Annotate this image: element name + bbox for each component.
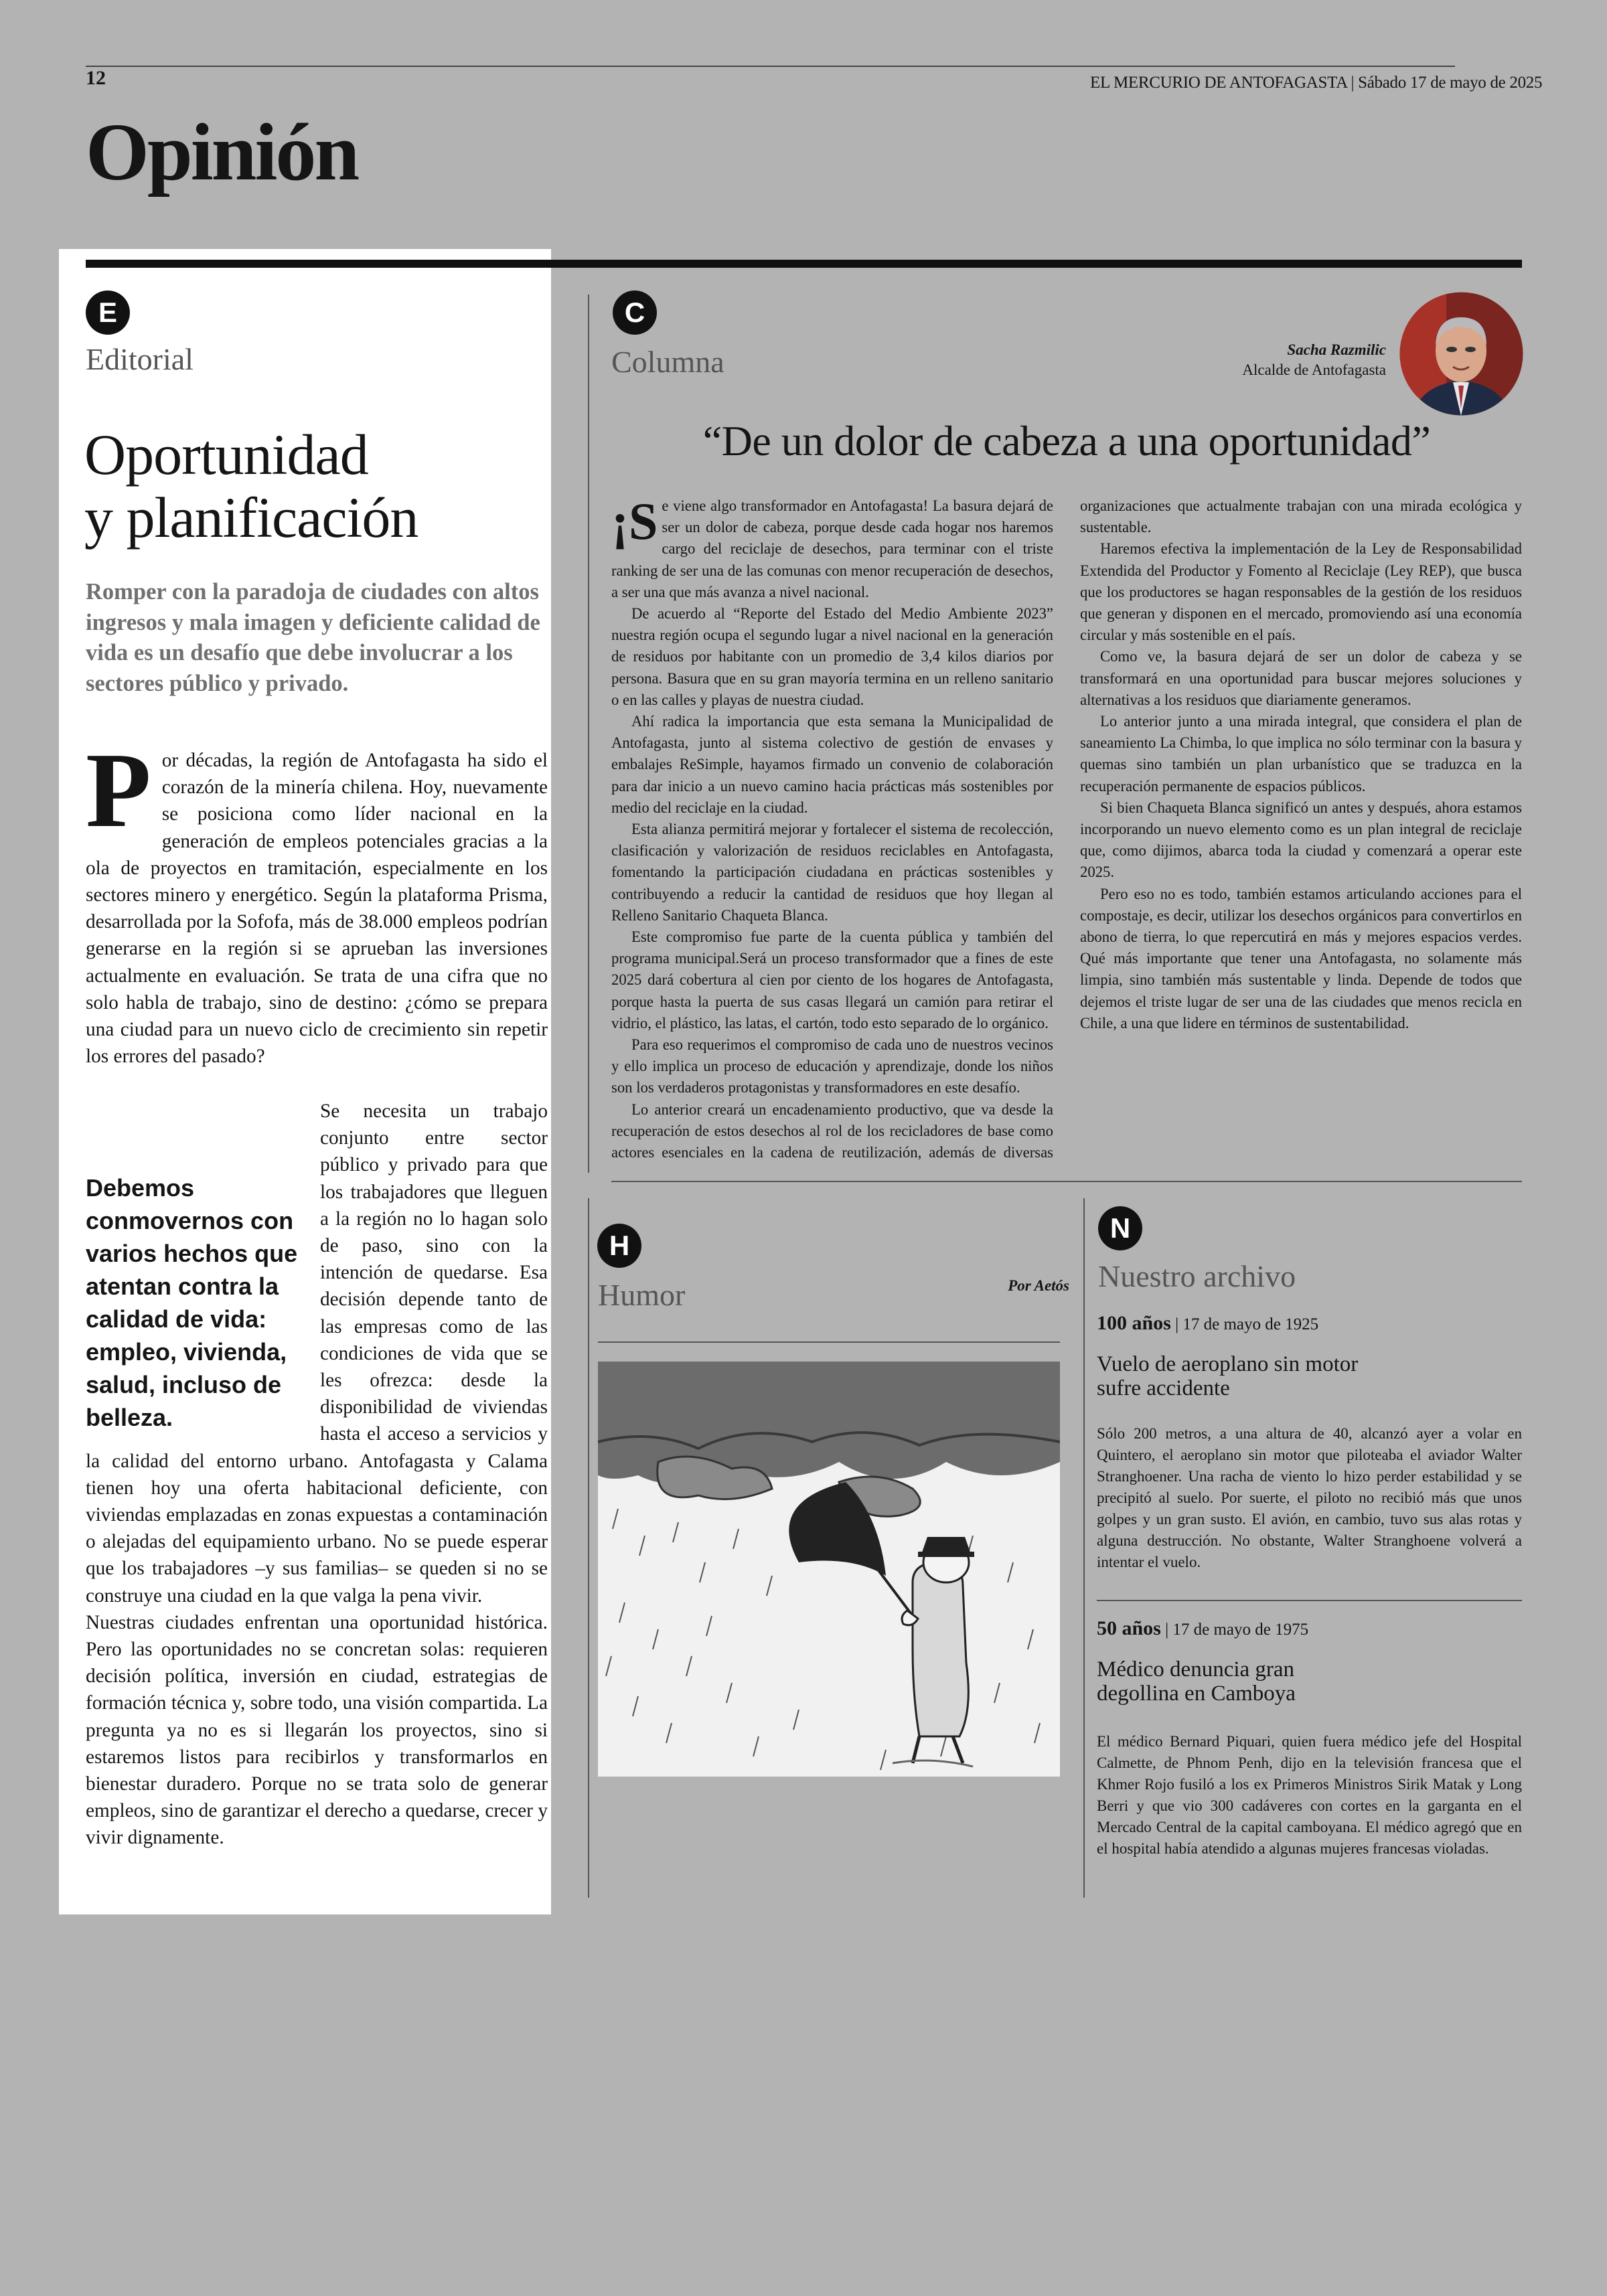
column-paragraph: Haremos efectiva la implementación de la Ley de Responsabilidad Extendida del Productor y Fomento al Reciclaje (Ley REP), que busca que los productores se hagan responsables de la gestión de los residuos que generan y disponen en el mercado, promoviendo así una economía circular y más sostenible en el país.: [1080, 540, 1522, 644]
archive-kicker: Nuestro archivo: [1098, 1259, 1296, 1293]
archive-rule: [1097, 1600, 1522, 1601]
archive-item-meta: [1097, 1312, 1522, 1335]
editorial-paragraph: Se necesita un trabajo conjunto entre sector público y privado para que los trabajadores que lleguen a la región no lo hagan solo de paso, sino con la intención de quedarse. Esa decisión depende tanto de las empresas como de las condiciones de vida que se les ofrezca: desde la disponibilidad de viviendas hasta el acceso a servicios y la calidad del entorno urbano. Antofagasta y Calama tienen hoy una oferta habitacional deficiente, con viviendas emplazadas en zonas expuestas a contaminación o alejadas del equipamiento urbano. No se puede esperar que los trabajadores –y sus familias– se queden si no se construye una ciudad en la que valga la pena vivir.: [86, 1100, 548, 1607]
column-paragraph: Para eso requerimos el compromiso de cada uno de nuestros vecinos y ello implica un proceso de educación y aprendizaje, donde los niños son los verdaderos protagonistas y transformadores en este desafío.: [611, 1036, 1053, 1096]
editorial-body-bottom: [86, 1098, 548, 1908]
archive-item: [1097, 1617, 1522, 1860]
humor-rule: [598, 1341, 1060, 1343]
masthead: EL MERCURIO DE ANTOFAGASTA | Sábado 17 de mayo de 2025: [1090, 74, 1543, 92]
editorial-title: [84, 423, 418, 549]
archive-date: | 17 de mayo de 1925: [1175, 1315, 1319, 1333]
page-number: 12: [86, 67, 106, 89]
editorial-pullquote: Debemos conmovernos con varios hechos que atentan contra la calidad de vida: empleo, vivienda, salud, incluso de belleza.: [86, 1174, 298, 1431]
editorial-kicker: Editorial: [86, 342, 194, 376]
editorial-body-top: [86, 730, 548, 1070]
column-paragraph: Pero eso no es todo, también estamos articulando acciones para el compostaje, es decir, utilizar los desechos orgánicos para convertirlos en abono de tierra, lo que repercutirá en más y mejores espacios verdes. Qué más importante que tener una Antofagasta, no solamente más limpia, sino también más sustentable y linda. Depende de todos que dejemos el triste lugar de ser una de las ciudades que menos recicla en Chile, a una que lidere en términos de sustentabilidad.: [1080, 885, 1522, 1032]
author-photo: [1399, 292, 1523, 416]
archive-divider: [1083, 1198, 1085, 1898]
cartoon-image: [598, 1362, 1060, 1777]
editorial-badge: E: [86, 291, 130, 335]
column-dropcap: ¡S: [611, 492, 658, 550]
column-paragraph: Lo anterior creará un encadenamiento productivo, que va desde la recuperación de estos desechos al rol de los recicladores de base como actores esenciales en la cadena de reutilización, además de diversas organizaciones que actualmente trabajan con una mirada ecológica y sustentable.: [611, 497, 1522, 1161]
humor-left-divider: [588, 1198, 589, 1898]
archive-text: Sólo 200 metros, a una altura de 40, alcanzó ayer a volar en Quintero, el aeroplano sin motor que piloteaba el aviador Walter Stranghoener. Una racha de viento lo hizo perder estabilidad y se precipitó al suelo. Por suerte, el piloto no recibió más que unos golpes y un gran susto. El avión, en cambio, tuvo sus alas rotas y alguna destrucción. No obstante, Walter Stranghoene volverá a intentar el vuelo.: [1097, 1425, 1522, 1570]
editorial-paragraph: or décadas, la región de Antofagasta ha sido el corazón de la minería chilena. Hoy, nuevamente se posiciona como líder nacional en la generación de empleos potenciales gracias a la ola de proyectos en tramitación, especialmente en los sectores minero y energético. Según la plataforma Prisma, desarrollada por la Sofofa, más de 38.000 empleos podrían generarse en la región si se aprueban las inversiones actualmente en evaluación. Se trata de una cifra que no solo habla de trabajo, sino de destino: ¿cómo se prepara una ciudad para un nuevo ciclo de crecimiento sin repetir los errores del pasado?: [86, 750, 548, 1068]
column-paragraph: Como ve, la basura dejará de ser un dolor de cabeza y se transformará en una oportunidad para buscar mejores soluciones y alternativas a los residuos que diariamente generamos.: [1080, 648, 1522, 708]
archive-headline: Vuelo de aeroplano sin motor sufre accidente: [1097, 1352, 1359, 1400]
author-name: Sacha Razmilic: [1287, 341, 1386, 358]
column-paragraph: Ahí radica la importancia que esta semana la Municipalidad de Antofagasta, junto al sistema colectivo de gestión de envases y embalajes ReSimple, hayamos firmado un convenio de colaboración para dar inicio a un nuevo camino hacia prácticas más sostenibles por medio del reciclaje en la ciudad.: [611, 713, 1053, 816]
archive-text: El médico Bernard Piquari, quien fuera médico jefe del Hospital Calmette, de Phnom Penh, dijo en la televisión francesa que el Khmer Rojo fusiló a los ex Primeros Ministros Sirik Matak y Long Berri y que vio 300 cadáveres con cortes en la garganta en el Mercado Central de la capital camboyana. El médico agregó que en el hospital había atendido a algunas mujeres francesas violadas.: [1097, 1733, 1522, 1857]
editorial-title-line2: y planificación: [84, 485, 418, 550]
column-paragraph: Si bien Chaqueta Blanca significó un antes y después, ahora estamos incorporando un nuevo elemento como es un plan integral de reciclaje que, como dijimos, abarca toda la ciudad y comenzará a operar este 2025.: [1080, 799, 1522, 881]
column-headline: “De un dolor de cabeza a una oportunidad”: [702, 417, 1431, 465]
column-body: [611, 492, 1522, 1168]
editorial-paragraph: Nuestras ciudades enfrentan una oportunidad histórica. Pero las oportunidades no se concretan solas: requieren decisión política, inversión en ciudad, estrategias de formación técnica y, sobre todo, una visión compartida. La pregunta ya no es si llegarán los proyectos, sino si estaremos listos para recibirlos y transformarlos en bienestar duradero. Porque no se trata solo de generar empleos, sino de garantizar el derecho a quedarse, crecer y vivir dignamente.: [86, 1611, 548, 1849]
column-kicker: Columna: [611, 345, 724, 379]
column-bottom-rule: [611, 1181, 1522, 1182]
archive-item: [1097, 1312, 1522, 1573]
editorial-dropcap: P: [86, 730, 151, 849]
column-paragraph: ¡S e viene algo transformador en Antofagasta! La basura dejará de ser un dolor de cabeza, porque desde cada hogar nos haremos cargo del reciclaje de desechos, para terminar con el triste ranking de ser una de las comunas con menor recuperación de desechos, a ser una que más avanza a nivel nacional.: [611, 492, 1053, 600]
column-paragraph: Lo anterior junto a una mirada integral, que considera el plan de saneamiento La Chimba, lo que implica no sólo terminar con la basura y quemas sino también un plan urbanístico que se traduzca en la recuperación permanente de espacios públicos.: [1080, 713, 1522, 795]
top-rule: [86, 66, 1455, 67]
archive-item-meta: [1097, 1617, 1522, 1640]
section-rule: [86, 260, 1522, 268]
editorial-title-line1: Oportunidad: [84, 422, 368, 487]
humor-badge: H: [597, 1224, 641, 1268]
humor-kicker: Humor: [598, 1278, 686, 1312]
section-title: Opinión: [86, 107, 358, 197]
archive-years: 50 años: [1097, 1617, 1161, 1639]
archive-headline: Médico denuncia gran degollina en Camboya: [1097, 1657, 1296, 1706]
author-role: Alcalde de Antofagasta: [1242, 361, 1386, 378]
editorial-lead: Romper con la paradoja de ciudades con altos ingresos y mala imagen y deficiente calidad de vida es un desafío que debe involucrar a los sectores público y privado.: [86, 579, 540, 696]
column-byline: [1105, 340, 1386, 380]
column-paragraph: De acuerdo al “Reporte del Estado del Medio Ambiente 2023” nuestra región ocupa el segundo lugar a nivel nacional en la generación de residuos por habitante con un promedio de 3,4 kilos diarios por persona. Basura que en su gran mayoría termina en un relleno sanitario o en las calles y playas de nuestra ciudad.: [611, 605, 1053, 708]
column-divider: [588, 295, 589, 1173]
archive-date: | 17 de mayo de 1975: [1165, 1621, 1309, 1639]
column-badge: C: [613, 291, 657, 335]
column-paragraph: Esta alianza permitirá mejorar y fortalecer el sistema de recolección, clasificación y valorización de residuos reciclables en Antofagasta, fomentando la participación ciudadana en prácticas sostenibles y contribuyendo a reducir la cantidad de residuos que hoy llegan al Relleno Sanitario Chaqueta Blanca.: [611, 821, 1053, 924]
humor-byline: Por Aetós: [1008, 1277, 1069, 1294]
column-paragraph: Este compromiso fue parte de la cuenta pública y también del programa municipal.Será un proceso transformador que a fines de este 2025 dará cobertura al cien por ciento de los hogares de Antofagasta, porque hasta la puerta de sus casas llegará un camión para retirar el vidrio, el plástico, las latas, el cartón, todo esto separado de lo orgánico.: [611, 928, 1053, 1032]
archive-badge: N: [1098, 1206, 1142, 1250]
archive-years: 100 años: [1097, 1312, 1171, 1334]
